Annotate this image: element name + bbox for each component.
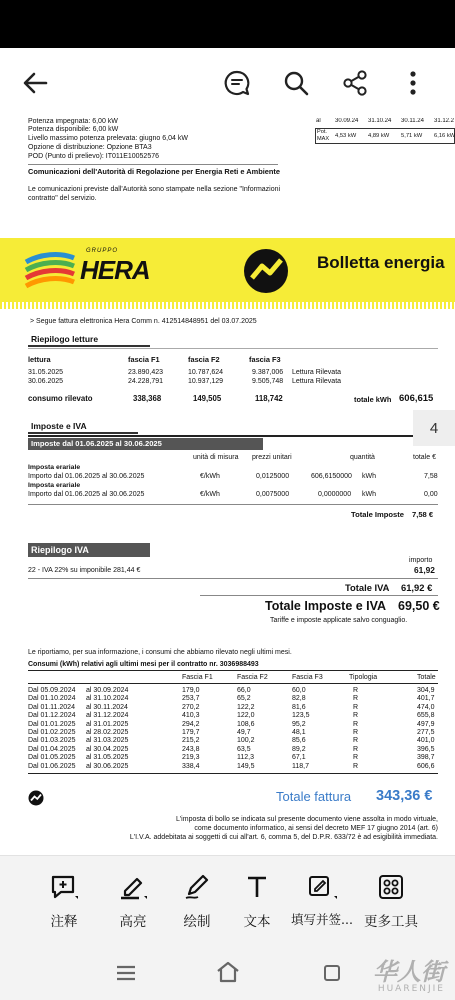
table-cell: 118,7 [292,762,309,770]
text-icon [244,874,270,900]
table-row-period-start: Dal 01.02.2025 [28,729,76,736]
tool-draw[interactable]: 绘制 [166,874,228,936]
table-cell: R [353,703,359,711]
total-kwh: 606,615 [399,393,434,404]
back-nav-icon[interactable] [322,963,342,983]
section-title-letture: Riepilogo letture [28,333,150,347]
table-cell: 497,9 [417,720,435,728]
more-tools-icon [378,874,404,900]
table-cell: 338,4 [182,762,200,770]
totale-imposte-iva: 69,50 € [398,599,440,613]
totale-imposte: 7,58 € [412,510,434,519]
table-row-period-start: Dal 01.10.2024 [28,695,76,703]
table-cell: 85,6 [292,737,306,745]
tool-more[interactable]: 更多工具 [360,874,422,936]
table-cell: 179,7 [182,729,200,736]
table-cell: 606,6 [417,762,435,770]
table-cell: 215,2 [182,737,200,745]
highlight-icon [118,874,148,900]
header-stripe [0,302,455,309]
table-cell: 82,8 [292,695,306,703]
watermark: 华人街 HUARENJIE [373,958,445,994]
table-cell: 122,0 [237,712,255,720]
table-cell: R [353,687,359,694]
table-cell: al 28.02.2025 [86,729,129,736]
table-cell: al 30.04.2025 [86,745,129,753]
table-cell: 304,9 [417,687,435,694]
table-cell: 49,7 [237,729,251,736]
totale-fattura-value: 343,36 € [376,788,433,804]
pot-max-label: Pot. MAX [317,129,330,142]
table-cell: al 31.01.2025 [86,720,129,728]
table-cell: al 31.10.2024 [86,695,129,703]
table-cell: al 30.09.2024 [86,687,129,694]
table-cell: 277,5 [417,729,435,736]
annotate-icon [50,874,78,900]
table-cell: 67,1 [292,754,306,762]
share-icon[interactable] [338,66,372,100]
annotation-toolbar [0,855,455,945]
fill-sign-icon [307,874,337,900]
bill-title: Bolletta energia [317,253,445,272]
table-row-period-start: Dal 01.06.2025 [28,762,76,770]
table-cell: 401,7 [417,695,435,703]
table-cell: 65,2 [237,695,251,703]
tool-highlight[interactable]: 高亮 [102,874,164,936]
table-cell: 149,5 [237,762,255,770]
table-cell: 270,2 [182,703,200,711]
energy-bolt-icon [243,248,289,294]
section-title-iva: Riepilogo IVA [28,543,150,557]
table-cell: 66,0 [237,687,251,694]
table-cell: 410,3 [182,712,200,720]
table-cell: R [353,729,359,736]
table-cell: 48,1 [292,729,306,736]
totale-iva: 61,92 € [401,582,433,593]
pdf-page: Potenza impegnata: 6,00 kW Potenza disponibile: 6,00 kW Livello massimo potenza prelevata: giugno 6,04 kW Opzione di distribuzione: Opzione BTA3 POD (Punto di prelievo): IT011E10052576 Comunicazioni dell'Autorità di Regolazione per Energia Reti e Ambiente Le comunicazioni previste dall'Autorità sono stampate nella sezione "Informazioni contratto" del servizio. al 30.09.24 31.10.24 30.11.24 31.12.2 Pot. MAX 4,53 kW 4,89 kW 5,71 kW 6,16 kW GRUPPO HERA Bolletta energia > Segue fattura elettronica Hera Comm n. 412514848951 del 03.07.2025 Riepilogo letture lettura fascia F1 fascia F2 fascia F3 31.05.2025 23.890,423 10.787,624 9.387,006 Lettura Rilevata 30.06.2025 24.228,791 10.937,129 9.505,748 Lettura Rilevata consumo rilevato 338,368 149,505 118,742 totale kWh 606,615 Imposte e IVA 4 Imposte dal 01.06.2025 al 30.06.2025 unità di misura prezzi unitari quantità totale € Imposta erariale Importo dal 01.06.2025 al 30.06.2025 €/kWh 0,0125000 606,6150000 kWh 7,58 Imposta erariale Importo dal 01.06.2025 al 30.06.2025 €/kWh 0,0075000 0,0000000 kWh 0,00 Totale Imposte 7,58 € Riepilogo IVA importo 22 - IVA 22% su imponibile 281,44 € 61,92 Totale IVA 61,92 € Totale Imposte e IVA 69,50 € Tariffe e imposte applicate salvo conguaglio. Le riportiamo, per sua informazione, i consumi che abbiamo rilevato negli ultimi mesi. Consumi (kWh) relativi agli ultimi mesi per il contratto nr. 3036988493 Fascia F1 Fascia F2 Fascia F3 Tipologia Totale Dal 05.09.2024 al 30.09.2024 179,0 66,0 60,0 R 304,9 Dal 01.10.2024 al 31.10.2024 253,7 65,2 82,8 R 401,7 Dal 01.11.2024 al 30.11.2024 270,2 122,2 81,6 R 474,0 Dal 01.12.2024 al 31.12.2024 410,3 122,0 123,5 R 655,8 Dal 01.01.2025 al 31.01.2025 294,2 108,6 95,2 R 497,9 Dal 01.02.2025 al 28.02.2025 179,7 49,7 48,1 R 277,5 Dal 01.03.2025 al 31.03.2025 215,2 100,2 85,6 R 401,0 Dal 01.04.2025 al 30.04.2025 243,8 63,5 89,2 R 396,5 Dal 01.05.2025 al 31.05.2025 219,3 112,3 67,1 R 398,7 Dal 01.06.2025 al 30.06.2025 338,4 149,5 118,7 R 606,6 Totale fattura 343,36 € L'imposta di bollo se indicata sul presente documento viene assolta in modo virtuale, come documento informatico, ai sensi del decreto MEF 17 giugno 2014 (art. 6) L'I.V.A. addebitata ai soggetti di cui all'art. 6, comma 5, del D.P.R. 633/72 è ad esigibilità immediata. [0,118,455,855]
info-line: Opzione di distribuzione: Opzione BTA3 [28,144,152,151]
table-cell: 396,5 [417,745,435,753]
table-row-period-start: Dal 01.03.2025 [28,737,76,745]
bill-header [0,238,455,302]
table-cell: 60,0 [292,687,306,694]
table-cell: R [353,745,359,753]
tool-text[interactable]: 文本 [226,874,288,936]
draw-icon [183,874,211,900]
table-row-period-start: Dal 01.11.2024 [28,703,75,711]
more-vertical-icon[interactable] [396,66,430,100]
table-row-period-start: Dal 01.04.2025 [28,745,76,753]
table-cell: al 31.05.2025 [86,754,129,762]
tool-fill-sign[interactable]: 填写并签... [287,874,357,936]
table-cell: R [353,695,359,703]
table-cell: al 31.03.2025 [86,737,129,745]
pot-max-table: al 30.09.24 31.10.24 30.11.24 31.12.2 Pot. MAX 4,53 kW 4,89 kW 5,71 kW 6,16 kW [313,118,455,150]
table-cell: R [353,720,359,728]
table-cell: 474,0 [417,703,435,711]
table-cell: al 31.12.2024 [86,712,129,720]
table-cell: 398,7 [417,754,435,762]
status-bar [0,0,455,48]
system-nav-bar [0,945,455,1000]
table-row-period-start: Dal 01.01.2025 [28,720,76,728]
table-cell: 123,5 [292,712,310,720]
authority-title: Comunicazioni dell'Autorità di Regolazione per Energia Reti e Ambiente [28,167,280,176]
hera-logo-icon [24,248,76,290]
top-app-bar [0,48,455,118]
consumi-title: Consumi (kWh) relativi agli ultimi mesi per il contratto nr. 3036988493 [28,661,259,668]
invoice-reference: > Segue fattura elettronica Hera Comm n. 412514848951 del 03.07.2025 [30,318,257,325]
table-cell: 253,7 [182,695,200,703]
table-cell: al 30.06.2025 [86,762,129,770]
table-cell: 401,0 [417,737,435,745]
table-cell: R [353,762,359,770]
table-cell: al 30.11.2024 [86,703,128,711]
chat-bubble-icon[interactable] [220,66,254,100]
table-cell: 108,6 [237,720,255,728]
page-number-badge: 4 [413,410,455,446]
table-cell: 122,2 [237,703,255,711]
recent-apps-icon[interactable] [115,964,137,982]
table-cell: 89,2 [292,745,306,753]
table-cell: 179,0 [182,687,200,694]
section-title-imposte: Imposte e IVA [28,420,138,434]
home-icon[interactable] [215,960,241,984]
brand-name: HERA [80,255,150,285]
table-cell: 100,2 [237,737,255,745]
table-cell: R [353,712,359,720]
back-arrow-icon[interactable] [18,66,52,100]
info-line: Potenza disponibile: 6,00 kW [28,126,119,133]
table-cell: 63,5 [237,745,251,753]
table-row-period-start: Dal 01.12.2024 [28,712,76,720]
divider [28,164,278,165]
table-cell: 294,2 [182,720,200,728]
authority-text: Le comunicazioni previste dall'Autorità sono stampate nella sezione "Informazioni contratto" del servizio. [28,186,281,202]
table-cell: 81,6 [292,703,306,711]
info-line: Livello massimo potenza prelevata: giugno 6,04 kW [28,135,188,142]
table-cell: 219,3 [182,754,200,762]
tool-annotate[interactable]: 注释 [33,874,95,936]
table-row-period-start: Dal 05.09.2024 [28,687,76,694]
table-cell: 655,8 [417,712,435,720]
totale-fattura-label: Totale fattura [276,789,352,804]
table-cell: 243,8 [182,745,200,753]
info-line: POD (Punto di prelievo): IT011E10052576 [28,153,160,160]
search-icon[interactable] [279,66,313,100]
table-cell: R [353,754,359,762]
energy-bolt-icon [28,790,44,806]
table-cell: 95,2 [292,720,306,728]
table-cell: R [353,737,359,745]
imposte-period-bar: Imposte dal 01.06.2025 al 30.06.2025 [28,438,263,450]
info-line: Potenza impegnata: 6,00 kW [28,118,118,125]
table-cell: 112,3 [237,754,254,762]
brand-group: GRUPPO [86,248,119,254]
table-row-period-start: Dal 01.05.2025 [28,754,76,762]
